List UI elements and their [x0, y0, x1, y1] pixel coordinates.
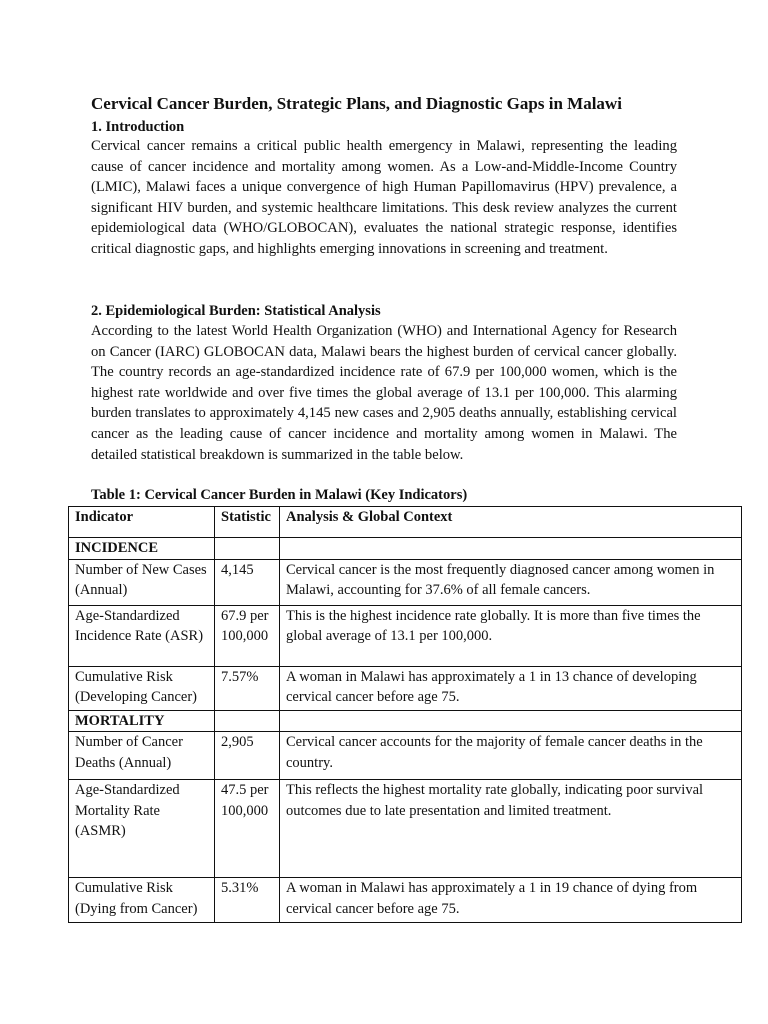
indicator-cell: Cumulative Risk (Dying from Cancer) [69, 878, 215, 923]
empty-cell [215, 710, 280, 732]
table-header-row [69, 507, 742, 538]
statistic-cell: 5.31% [215, 878, 280, 923]
table-row [69, 780, 742, 878]
table-row [69, 605, 742, 666]
introduction-paragraph: Cervical cancer remains a critical public health emergency in Malawi, representing the leading cause of cancer incidence and mortality among women. As a Low-and-Middle-Income Country (LMIC), Malawi faces a unique convergence of high Human Papillomavirus (HPV) prevalence, a significant HIV burden, and systemic healthcare limitations. This desk review analyzes the current epidemiological data (WHO/GLOBOCAN), evaluates the national strategic response, identifies critical diagnostic gaps, and highlights emerging innovations in screening and treatment. [91, 138, 677, 257]
indicator-cell: Cumulative Risk (Developing Cancer) [69, 666, 215, 710]
indicator-cell: Age-Standardized Mortality Rate (ASMR) [69, 780, 215, 878]
header-analysis: Analysis & Global Context [280, 507, 742, 538]
statistic-cell: 7.57% [215, 666, 280, 710]
analysis-cell: A woman in Malawi has approximately a 1 in 13 chance of developing cervical cancer before age 75. [280, 666, 742, 710]
analysis-cell: This reflects the highest mortality rate globally, indicating poor survival outcomes due to late presentation and limited treatment. [280, 780, 742, 878]
analysis-cell: This is the highest incidence rate globally. It is more than five times the global average of 13.1 per 100,000. [280, 605, 742, 666]
statistic-cell: 67.9 per 100,000 [215, 605, 280, 666]
header-statistic: Statistic [215, 507, 280, 538]
table-row [69, 666, 742, 710]
statistic-cell: 2,905 [215, 732, 280, 780]
analysis-cell: A woman in Malawi has approximately a 1 in 19 chance of dying from cervical cancer before age 75. [280, 878, 742, 923]
table-row [69, 878, 742, 923]
table-section-row-mortality [69, 710, 742, 732]
indicator-cell: Number of Cancer Deaths (Annual) [69, 732, 215, 780]
statistic-cell: 47.5 per 100,000 [215, 780, 280, 878]
empty-cell [280, 538, 742, 560]
table-caption: Table 1: Cervical Cancer Burden in Malawi (Key Indicators) [91, 487, 468, 503]
epidemiological-paragraph: According to the latest World Health Organization (WHO) and International Agency for Research on Cancer (IARC) GLOBOCAN data, Malawi bears the highest burden of cervical cancer globally. The country records an age-standardized incidence rate of 67.9 per 100,000 women, which is the highest rate worldwide and over five times the global average of 13.1 per 100,000. This alarming burden translates to approximately 4,145 new cases and 2,905 deaths annually, establishing cervical cancer as the leading cause of cancer incidence and mortality among women in Malawi. The detailed statistical breakdown is summarized in the table below. [91, 323, 677, 463]
table-row [69, 559, 742, 605]
indicator-cell: Age-Standardized Incidence Rate (ASR) [69, 605, 215, 666]
indicator-cell: Number of New Cases (Annual) [69, 559, 215, 605]
empty-cell [215, 538, 280, 560]
statistic-cell: 4,145 [215, 559, 280, 605]
section-label-mortality: MORTALITY [69, 710, 215, 732]
table-section-row-incidence [69, 538, 742, 560]
section-heading-epidemiological-burden: 2. Epidemiological Burden: Statistical Analysis [91, 303, 381, 319]
burden-table [68, 506, 742, 923]
analysis-cell: Cervical cancer is the most frequently diagnosed cancer among women in Malawi, accounting for 37.6% of all female cancers. [280, 559, 742, 605]
analysis-cell: Cervical cancer accounts for the majority of female cancer deaths in the country. [280, 732, 742, 780]
table-row [69, 732, 742, 780]
document-title: Cervical Cancer Burden, Strategic Plans, and Diagnostic Gaps in Malawi [91, 94, 622, 113]
section-label-incidence: INCIDENCE [69, 538, 215, 560]
header-indicator: Indicator [69, 507, 215, 538]
section-heading-introduction: 1. Introduction [91, 119, 185, 135]
empty-cell [280, 710, 742, 732]
